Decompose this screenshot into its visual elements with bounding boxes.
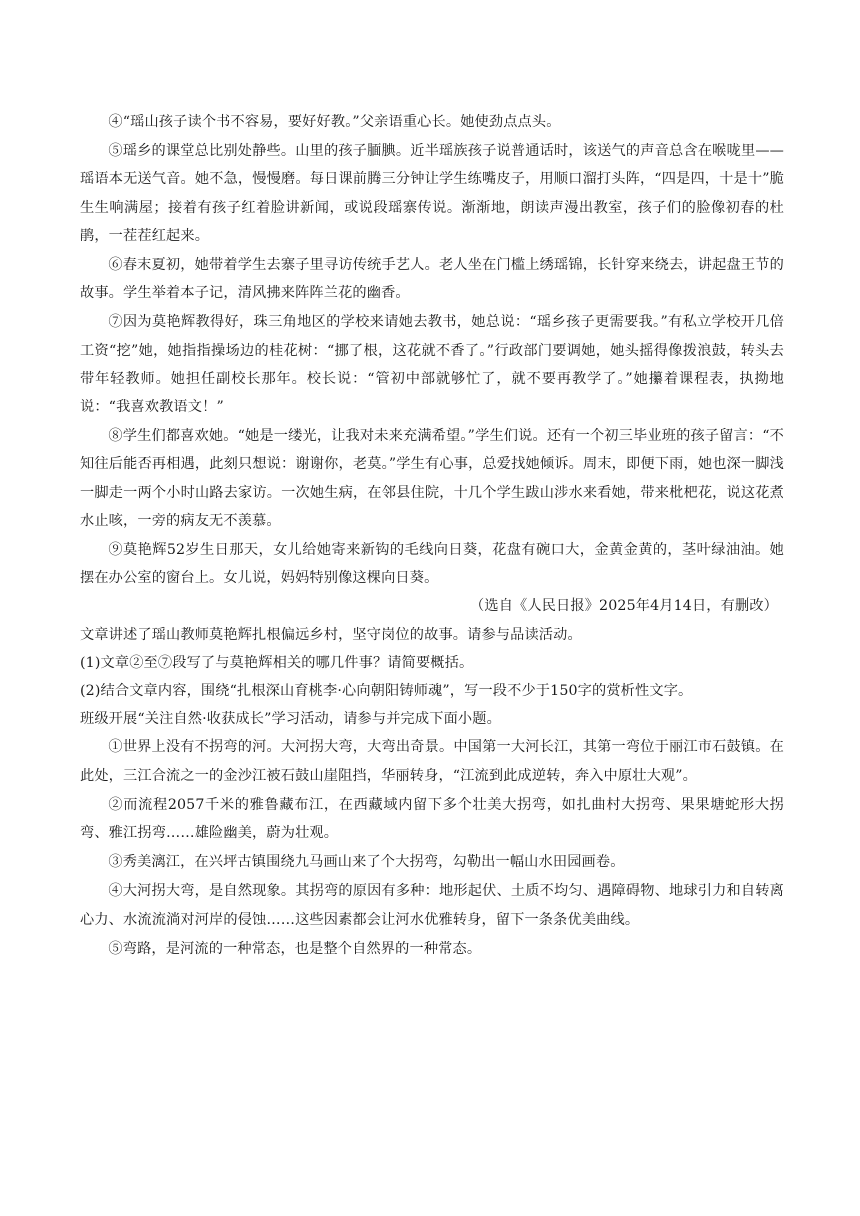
activity-paragraph-4: ④大河拐大弯，是自然现象。其拐弯的原因有多种：地形起伏、土质不均匀、遇障碍物、地球引力和自转离心力、水流流淌对河岸的侵蚀……这些因素都会让河水优雅转身，留下一条条优美曲线。 (80, 883, 784, 928)
document-page (80, 108, 784, 963)
question-2: (2)结合文章内容，围绕“扎根深山育桃李·心向朝阳铸师魂”，写一段不少于150字的赏析性文字。 (80, 683, 693, 700)
question-intro: 文章讲述了瑶山教师莫艳辉扎根偏远乡村，坚守岗位的故事。请参与品读活动。 (80, 626, 582, 643)
activity-paragraph-2: ②而流程2057千米的雅鲁藏布江，在西藏域内留下多个壮美大拐弯，如扎曲村大拐弯、果果塘蛇形大拐弯、雅江拐弯……雄险幽美，蔚为壮观。 (80, 796, 784, 842)
question-1: (1)文章②至⑦段写了与莫艳辉相关的哪几件事？请简要概括。 (80, 654, 474, 671)
activity-paragraph-3: ③秀美漓江，在兴坪古镇围绕九马画山来了个大拐弯，勾勒出一幅山水田园画卷。 (108, 854, 625, 871)
activity-intro: 班级开展“关注自然·收获成长”学习活动，请参与并完成下面小题。 (80, 711, 501, 728)
article-paragraph-9: ⑨莫艳辉52岁生日那天，女儿给她寄来新钩的毛线向日葵，花盘有碗口大，金黄金黄的，茎叶绿油油。她摆在办公室的窗台上。女儿说，妈妈特别像这棵向日葵。 (80, 542, 784, 587)
article-paragraph-8: ⑧学生们都喜欢她。“她是一缕光，让我对未来充满希望。”学生们说。还有一个初三毕业班的孩子留言：“不知往后能否再相遇，此刻只想说：谢谢你，老莫。”学生有心事，总爱找她倾诉。周末，即便下雨，她也深一脚浅一脚走一两个小时山路去家访。一次她生病，在邻县住院，十几个学生跋山涉水来看她，带来枇杷花，说这花煮水止咳，一旁的病友无不羡慕。 (80, 428, 784, 529)
article-source: （选自《人民日报》2025年4月14日，有删改） (470, 598, 778, 615)
article-paragraph-7: ⑦因为莫艳辉教得好，珠三角地区的学校来请她去教书，她总说：“瑶乡孩子更需要我。”有私立学校开几倍工资“挖”她，她指指操场边的桂花树：“挪了根，这花就不香了。”行政部门要调她，她头摇得像拨浪鼓，转头去带年轻教师。她担任副校长那年。校长说：“管初中部就够忙了，就不要再教学了。”她攥着课程表，执拗地说：“我喜欢教语文！” (80, 314, 784, 416)
activity-paragraph-1: ①世界上没有不拐弯的河。大河拐大弯，大弯出奇景。中国第一大河长江，其第一弯位于丽江市石鼓镇。在此处，三江合流之一的金沙江被石鼓山崖阻挡，华丽转身，“江流到此成逆转，奔入中原壮大观”。 (80, 739, 784, 784)
activity-paragraph-5: ⑤弯路，是河流的一种常态，也是整个自然界的一种常态。 (108, 940, 482, 957)
article-paragraph-4: ④“瑶山孩子读个书不容易，要好好教。”父亲语重心长。她使劲点点头。 (108, 114, 561, 130)
article-paragraph-6: ⑥春末夏初，她带着学生去寨子里寻访传统手艺人。老人坐在门槛上绣瑶锦，长针穿来绕去，讲起盘王节的故事。学生举着本子记，清风拂来阵阵兰花的幽香。 (80, 257, 784, 302)
article-paragraph-5: ⑤瑶乡的课堂总比别处静些。山里的孩子腼腆。近半瑶族孩子说普通话时，该送气的声音总含在喉咙里——瑶语本无送气音。她不急，慢慢磨。每日课前腾三分钟让学生练嘴皮子，用顺口溜打头阵，“四是四，十是十”脆生生响满屋；接着有孩子红着脸讲新闻，或说段瑶寨传说。渐渐地，朗读声漫出教室，孩子们的脸像初春的杜鹃，一茬茬红起来。 (80, 143, 784, 244)
